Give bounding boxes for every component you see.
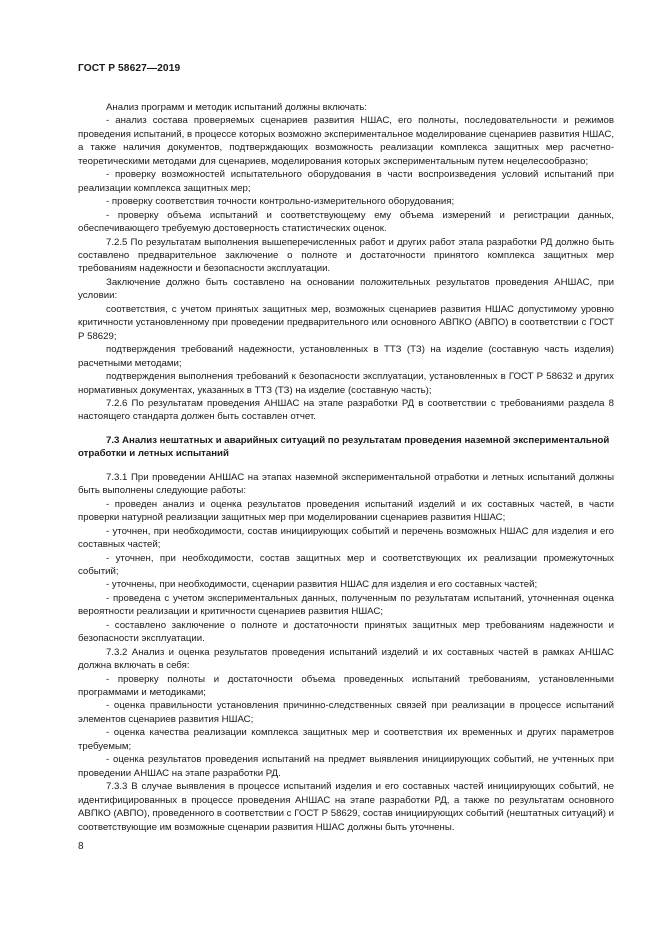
paragraph: - уточнен, при необходимости, состав защитных мер и соответствующих их реализации промежуточных событий;: [78, 552, 614, 577]
page-number: 8: [78, 841, 84, 852]
paragraph: - оценка результатов проведения испытаний на предмет выявления инициирующих событий, не учтенных при проведении АНШАС на этапе разработки РД.: [78, 754, 614, 779]
paragraph: 7.3.3 В случае выявления в процессе испытаний изделия и его составных частей инициирующих событий, не идентифицированных в процессе проведения АНШАС на этапе разработки РД, а также по результатам основного АВПКО (АВПО), проведенного в соответствии с ГОСТ Р 58629, состав инициирующих событий (нештатных ситуаций) и соответствующие им возможные сценарии развития НШАС должны быть уточнены.: [78, 781, 614, 833]
paragraph: - уточнен, при необходимости, состав инициирующих событий и перечень возможных НШАС для изделия и его составных частей;: [78, 525, 614, 551]
paragraph: 7.3.2 Анализ и оценка результатов проведения испытаний изделий и их составных частей в рамках АНШАС должна включать в себя:: [78, 646, 614, 672]
paragraph: соответствия, с учетом принятых защитных мер, возможных сценариев развития НШАС допустимому уровню критичности установленному при проведении предварительного или основного АВПКО (АВПО) в соответствии с ГОСТ Р 58629;: [78, 303, 614, 342]
paragraph: подтверждения требований надежности, установленных в ТТЗ (ТЗ) на изделие (составную часть изделия) расчетными методами;: [78, 344, 614, 369]
paragraph: Анализ программ и методик испытаний должны включать:: [106, 102, 367, 113]
paragraph: подтверждения выполнения требований к безопасности эксплуатации, установленных в ГОСТ Р 58632 и других нормативных документах, указанных в ТТЗ (ТЗ) на изделие (составную часть);: [78, 371, 614, 396]
paragraph: 7.2.5 По результатам выполнения вышеперечисленных работ и других работ этапа разработки РД должно быть составлено предварительное заключение о полноте и достаточности принятого комплекса защитных мер требованиям надежности и безопасности эксплуатации.: [78, 236, 614, 275]
document-body: [78, 101, 614, 834]
paragraph: - уточнены, при необходимости, сценарии развития НШАС для изделия и его составных частей;: [106, 579, 538, 591]
paragraph: - оценка правильности установления причинно-следственных связей при реализации в процессе испытаний элементов сценариев развития НШАС;: [78, 700, 614, 725]
paragraph: 7.3.1 При проведении АНШАС на этапах наземной экспериментальной отработки и летных испытаний должны быть выполнены следующие работы:: [78, 471, 614, 497]
paragraph: - оценка качества реализации комплекса защитных мер и соответствия их временных и других параметров требуемым;: [78, 727, 614, 752]
paragraph: - проверку полноты и достаточности объема проведенных испытаний требованиям, установленными программами и методиками;: [78, 673, 614, 699]
paragraph: - проведен анализ и оценка результатов проведения испытаний изделий и их составных частей, в части проверки натурной реализации защитных мер при моделировании сценариев развития НШАС;: [78, 498, 614, 524]
section-heading: 7.3 Анализ нештатных и аварийных ситуаций по результатам проведения наземной экспериментальной отработки и летных испытаний: [78, 434, 610, 460]
paragraph: Заключение должно быть составлено на основании положительных результатов проведения АНШАС, при условии:: [78, 276, 614, 302]
paragraph: - проверку соответствия точности контрольно-измерительного оборудования;: [106, 196, 455, 208]
paragraph: 7.2.6 По результатам проведения АНШАС на этапе разработки РД в соответствии с требованиями раздела 8 настоящего стандарта должен быть составлен отчет.: [78, 397, 614, 423]
paragraph: - анализ состава проверяемых сценариев развития НШАС, его полноты, последовательности и режимов проведения испытаний, в процессе которых возможно экспериментальное моделирование сценариев развития НШАС, а также наличия документов, подтверждающих возможность реализации комплекса защитных мер расчетно-теоретическими методами для сценариев, моделирования которых экспериментальным путем нецелесообразно;: [78, 115, 614, 167]
paragraph: - проверку возможностей испытательного оборудования в части воспроизведения условий испытаний при реализации комплекса защитных мер;: [78, 169, 614, 194]
paragraph: - проведена с учетом экспериментальных данных, полученным по результатам испытаний, уточненная оценка вероятности реализации и критичности сценариев развития НШАС;: [78, 592, 614, 618]
paragraph: - составлено заключение о полноте и достаточности принятых защитных мер требованиям надежности и безопасности эксплуатации.: [78, 619, 614, 645]
paragraph: - проверку объема испытаний и соответствующему ему объема измерений и регистрации данных, обеспечивающего требуемую достоверность статистических оценок.: [78, 209, 614, 235]
standard-code-header: ГОСТ Р 58627—2019: [78, 63, 181, 74]
